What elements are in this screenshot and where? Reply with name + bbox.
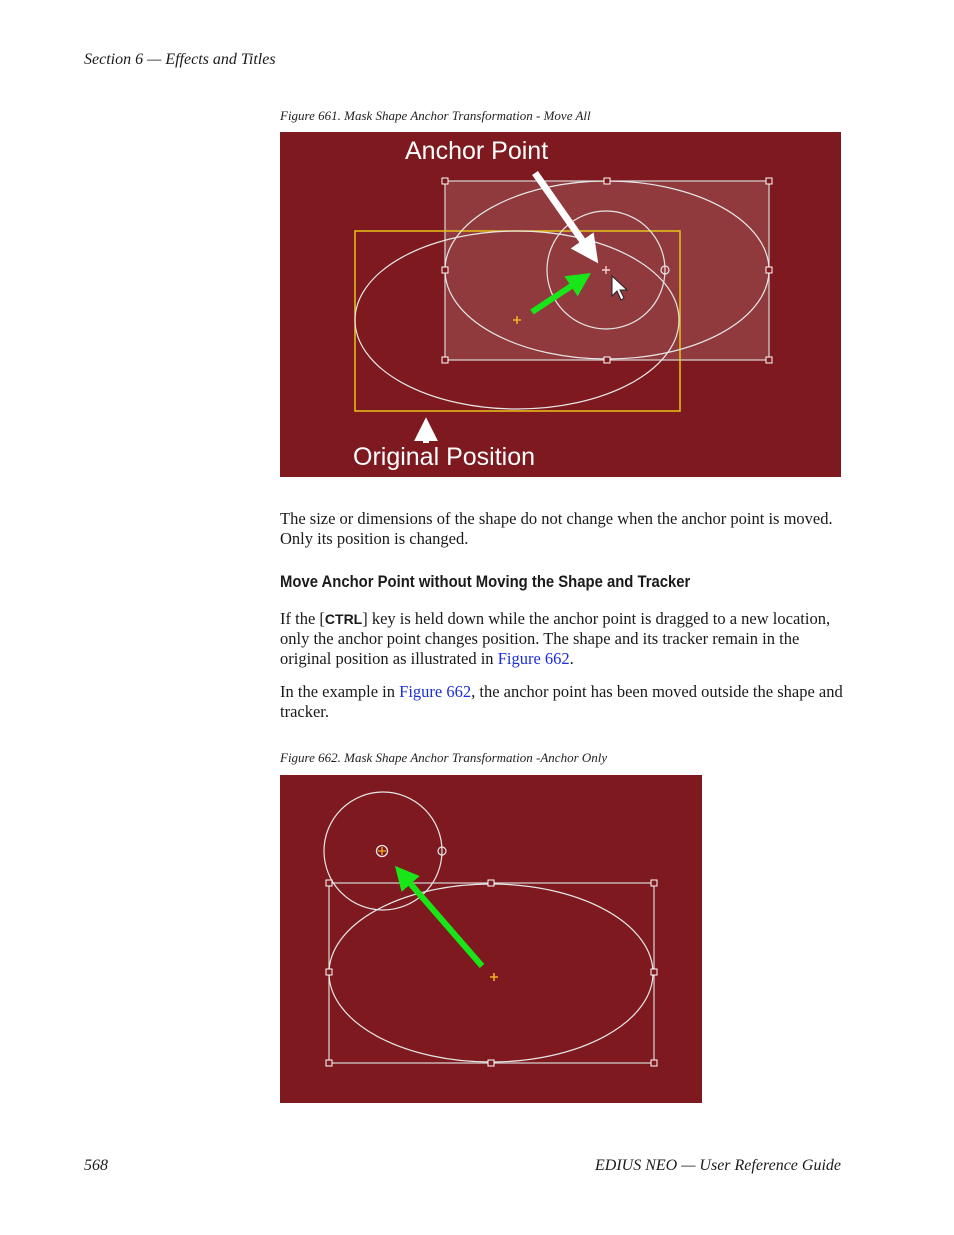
figure-662-background [280, 775, 702, 1103]
anchor-point-icon[interactable] [377, 846, 388, 857]
figure-662-link[interactable]: Figure 662 [399, 682, 472, 701]
figure-661-image [280, 132, 841, 477]
original-position-label: Original Position [353, 443, 536, 471]
figure-662-image [280, 775, 702, 1103]
figure-662-caption: Figure 662. Mask Shape Anchor Transformation -Anchor Only [280, 750, 608, 765]
paragraph-ctrl-key: If the [CTRL] key is held down while the anchor point is dragged to a new location, only the anchor point changes position. The shape and its tracker remain in the original position as illustrated in Figure 662. [280, 609, 831, 668]
guide-title: EDIUS NEO — User Reference Guide [594, 1157, 841, 1174]
paragraph-size-unchanged: The size or dimensions of the shape do not change when the anchor point is moved. Only its position is changed. [280, 509, 833, 548]
figure-661-caption: Figure 661. Mask Shape Anchor Transformation - Move All [280, 108, 591, 123]
ctrl-key: CTRL [324, 611, 363, 627]
anchor-point-label: Anchor Point [405, 137, 549, 165]
figure-662-link[interactable]: Figure 662 [497, 649, 570, 668]
paragraph-example: In the example in Figure 662, the anchor point has been moved outside the shape and tracker. [280, 682, 843, 721]
section-heading: Move Anchor Point without Moving the Shape and Tracker [280, 573, 691, 591]
running-header: Section 6 — Effects and Titles [84, 51, 276, 68]
page-number: 568 [84, 1157, 108, 1174]
